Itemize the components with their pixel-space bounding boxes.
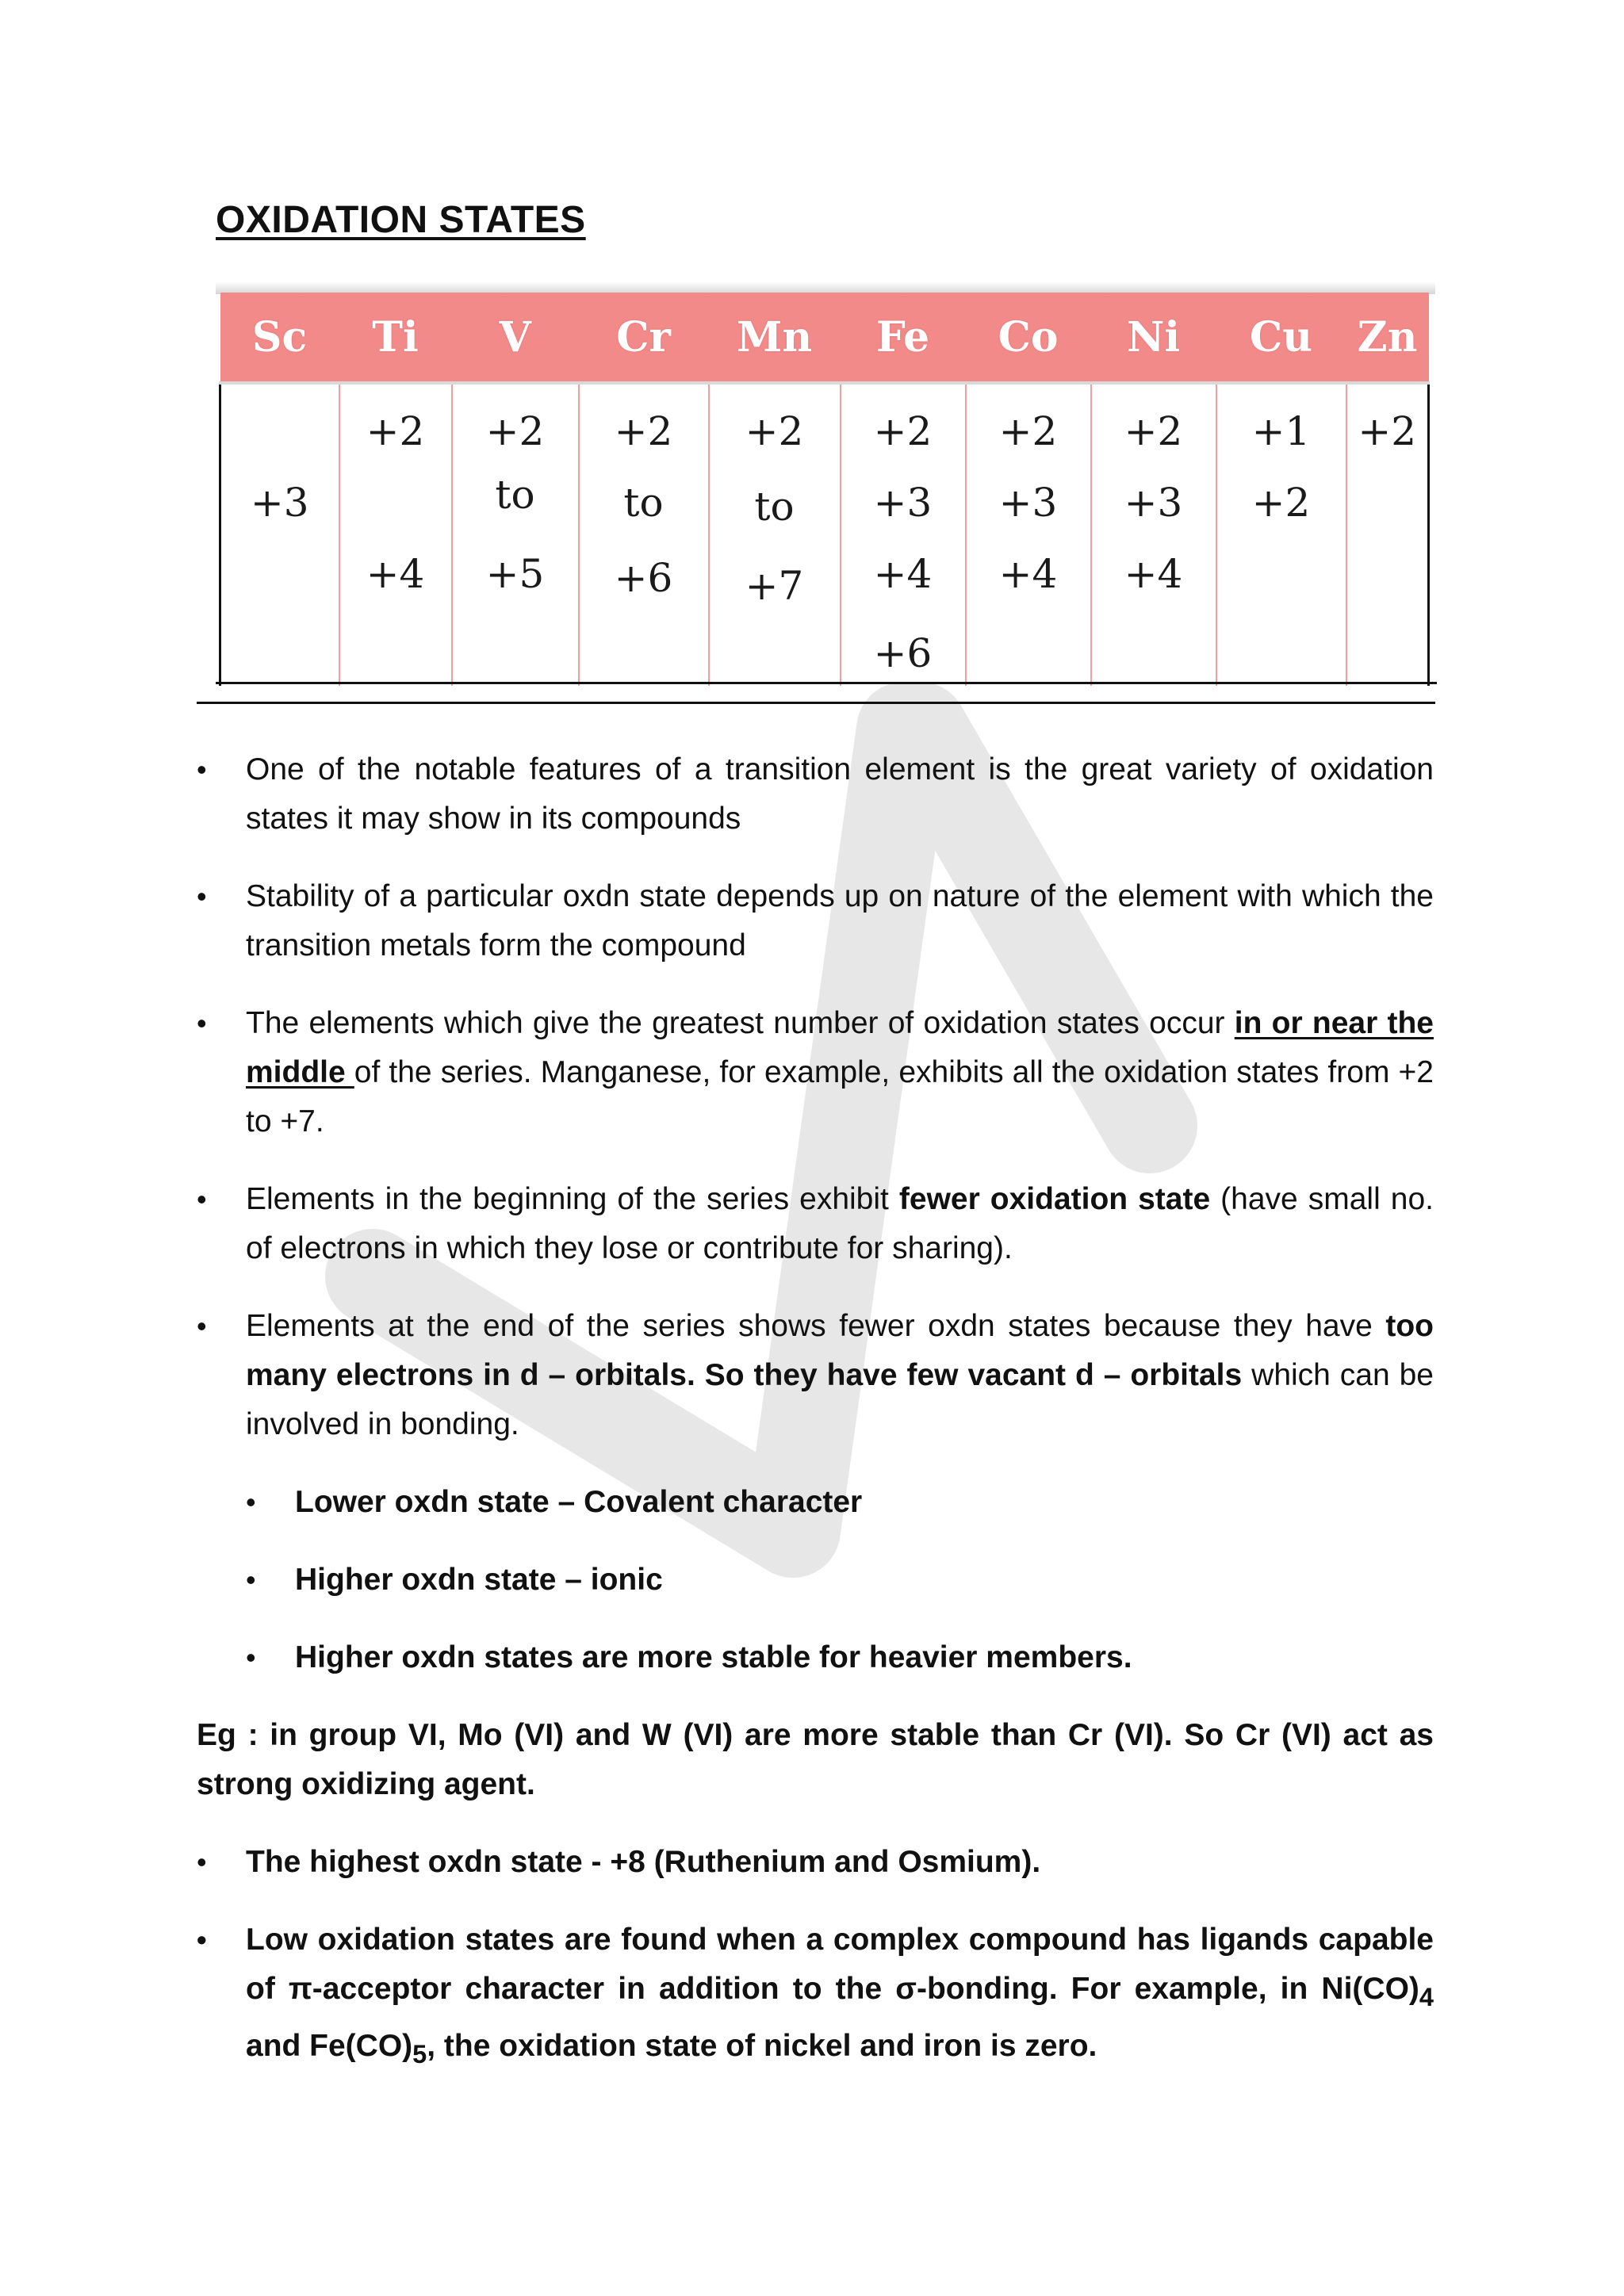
- header-mn: Mn: [709, 293, 841, 383]
- header-co: Co: [966, 293, 1091, 383]
- bullet-marker: •: [197, 880, 207, 913]
- table-bottom-border: [216, 682, 1437, 684]
- header-cu: Cu: [1216, 293, 1346, 383]
- cell-v: [452, 383, 579, 686]
- mn-state-2: to: [754, 484, 795, 530]
- table-rule-line: [197, 702, 1435, 704]
- note-beginning-post: (have small no. of electrons in which they lose or contribute for sharing).: [246, 1182, 1434, 1265]
- header-zn: Zn: [1346, 293, 1429, 383]
- header-v: V: [452, 293, 579, 383]
- cell-fe: [841, 383, 966, 686]
- feco-subscript: 5: [412, 2039, 427, 2068]
- sub-note-heavier: [197, 1633, 1434, 1682]
- mn-state-3: +7: [745, 563, 804, 609]
- bullet-marker: •: [197, 1310, 207, 1342]
- bullet-marker: •: [197, 1923, 207, 1956]
- note-end-pre: Elements at the end of the series shows fewer oxdn states because they have: [246, 1309, 1386, 1343]
- note-middle-pre: The elements which give the greatest number of oxidation states occur: [246, 1006, 1235, 1040]
- note-middle-series: [197, 999, 1434, 1146]
- cu-state-1: +1: [1251, 408, 1311, 454]
- cell-sc: [220, 383, 339, 686]
- zn-state-1: +2: [1358, 408, 1417, 454]
- note-end-post: which can be involved in bonding.: [246, 1358, 1434, 1441]
- nico-subscript: 4: [1419, 1982, 1434, 2011]
- fe-state-3: +4: [873, 551, 933, 597]
- note-beginning-series: [197, 1175, 1434, 1273]
- page-title: OXIDATION STATES: [216, 199, 586, 241]
- note-middle-post: of the series. Manganese, for example, exhibits all the oxidation states from +2 to +7.: [246, 1055, 1434, 1138]
- note-end-series: [197, 1302, 1434, 1449]
- header-ni: Ni: [1091, 293, 1216, 383]
- cr-state-2: to: [623, 480, 664, 526]
- note-variety: [197, 745, 1434, 844]
- bullet-marker: •: [246, 1641, 256, 1674]
- mn-state-1: +2: [745, 408, 804, 454]
- bullet-marker: •: [197, 753, 207, 786]
- cu-state-2: +2: [1251, 480, 1311, 526]
- co-state-1: +2: [998, 408, 1058, 454]
- v-state-2: to: [495, 472, 535, 518]
- example-paragraph: Eg : in group VI, Mo (VI) and W (VI) are more stable than Cr (VI). So Cr (VI) act as strong oxidizing agent.: [197, 1718, 1434, 1801]
- note-low-p3: , the oxidation state of nickel and iron is zero.: [427, 2028, 1097, 2063]
- bullet-marker: •: [246, 1563, 256, 1596]
- note-stability-text: Stability of a particular oxdn state depends up on nature of the element with which the transition metals form the compound: [246, 879, 1434, 962]
- note-end-emphasis: too many electrons in d – orbitals. So they have few vacant d – orbitals: [246, 1309, 1434, 1392]
- note-highest-text: The highest oxdn state - +8 (Ruthenium and Osmium).: [246, 1845, 1041, 1879]
- table-header-row: [220, 293, 1429, 383]
- cell-cu: [1216, 383, 1346, 686]
- header-sc: Sc: [220, 293, 339, 383]
- sub-note-lower-text: Lower oxdn state – Covalent character: [295, 1485, 863, 1519]
- co-state-2: +3: [998, 480, 1058, 526]
- note-beginning-pre: Elements in the beginning of the series exhibit: [246, 1182, 899, 1216]
- sc-state: +3: [250, 480, 309, 526]
- cell-co: [966, 383, 1091, 686]
- fe-state-2: +3: [873, 480, 933, 526]
- note-stability: [197, 872, 1434, 970]
- header-ti: Ti: [339, 293, 452, 383]
- cell-cr: [579, 383, 709, 686]
- ni-state-1: +2: [1124, 408, 1183, 454]
- header-cr: Cr: [579, 293, 709, 383]
- v-state-3: +5: [485, 551, 545, 597]
- cr-state-1: +2: [614, 408, 673, 454]
- bullet-marker: •: [197, 1007, 207, 1039]
- sub-note-higher-text: Higher oxdn state – ionic: [295, 1563, 663, 1597]
- sub-note-higher: [197, 1556, 1434, 1605]
- fe-state-1: +2: [873, 408, 933, 454]
- note-low-p1: Low oxidation states are found when a complex compound has ligands capable of π-acceptor character in addition to the σ-bonding. For example, in Ni(CO): [246, 1923, 1434, 2006]
- bullet-marker: •: [197, 1183, 207, 1215]
- ni-state-3: +4: [1124, 551, 1183, 597]
- ti-state-3: +4: [366, 551, 425, 597]
- cr-state-3: +6: [614, 555, 673, 601]
- sub-note-heavier-text: Higher oxdn states are more stable for heavier members.: [295, 1640, 1132, 1674]
- bullet-marker: •: [197, 1846, 207, 1878]
- note-low-p2: and Fe(CO): [246, 2028, 413, 2063]
- note-highest-state: [197, 1838, 1434, 1887]
- v-state-1: +2: [485, 408, 545, 454]
- cell-ti: [339, 383, 452, 686]
- bullet-marker: •: [246, 1486, 256, 1518]
- notes-content: [197, 745, 1434, 2107]
- co-state-3: +4: [998, 551, 1058, 597]
- fe-state-4: +6: [873, 630, 933, 676]
- note-low-states: [197, 1915, 1434, 2079]
- ti-state-1: +2: [366, 408, 425, 454]
- cell-mn: [709, 383, 841, 686]
- cell-zn: [1346, 383, 1429, 686]
- ni-state-2: +3: [1124, 480, 1183, 526]
- note-variety-text: One of the notable features of a transition element is the great variety of oxidation states it may show in its compounds: [246, 752, 1434, 836]
- sub-note-lower: [197, 1478, 1434, 1527]
- note-beginning-emphasis: fewer oxidation state: [898, 1182, 1211, 1216]
- cell-ni: [1091, 383, 1216, 686]
- table-values-row: [220, 383, 1429, 686]
- oxidation-states-table: [219, 293, 1430, 686]
- header-fe: Fe: [841, 293, 966, 383]
- note-middle-emphasis: in or near the middle: [246, 1006, 1434, 1089]
